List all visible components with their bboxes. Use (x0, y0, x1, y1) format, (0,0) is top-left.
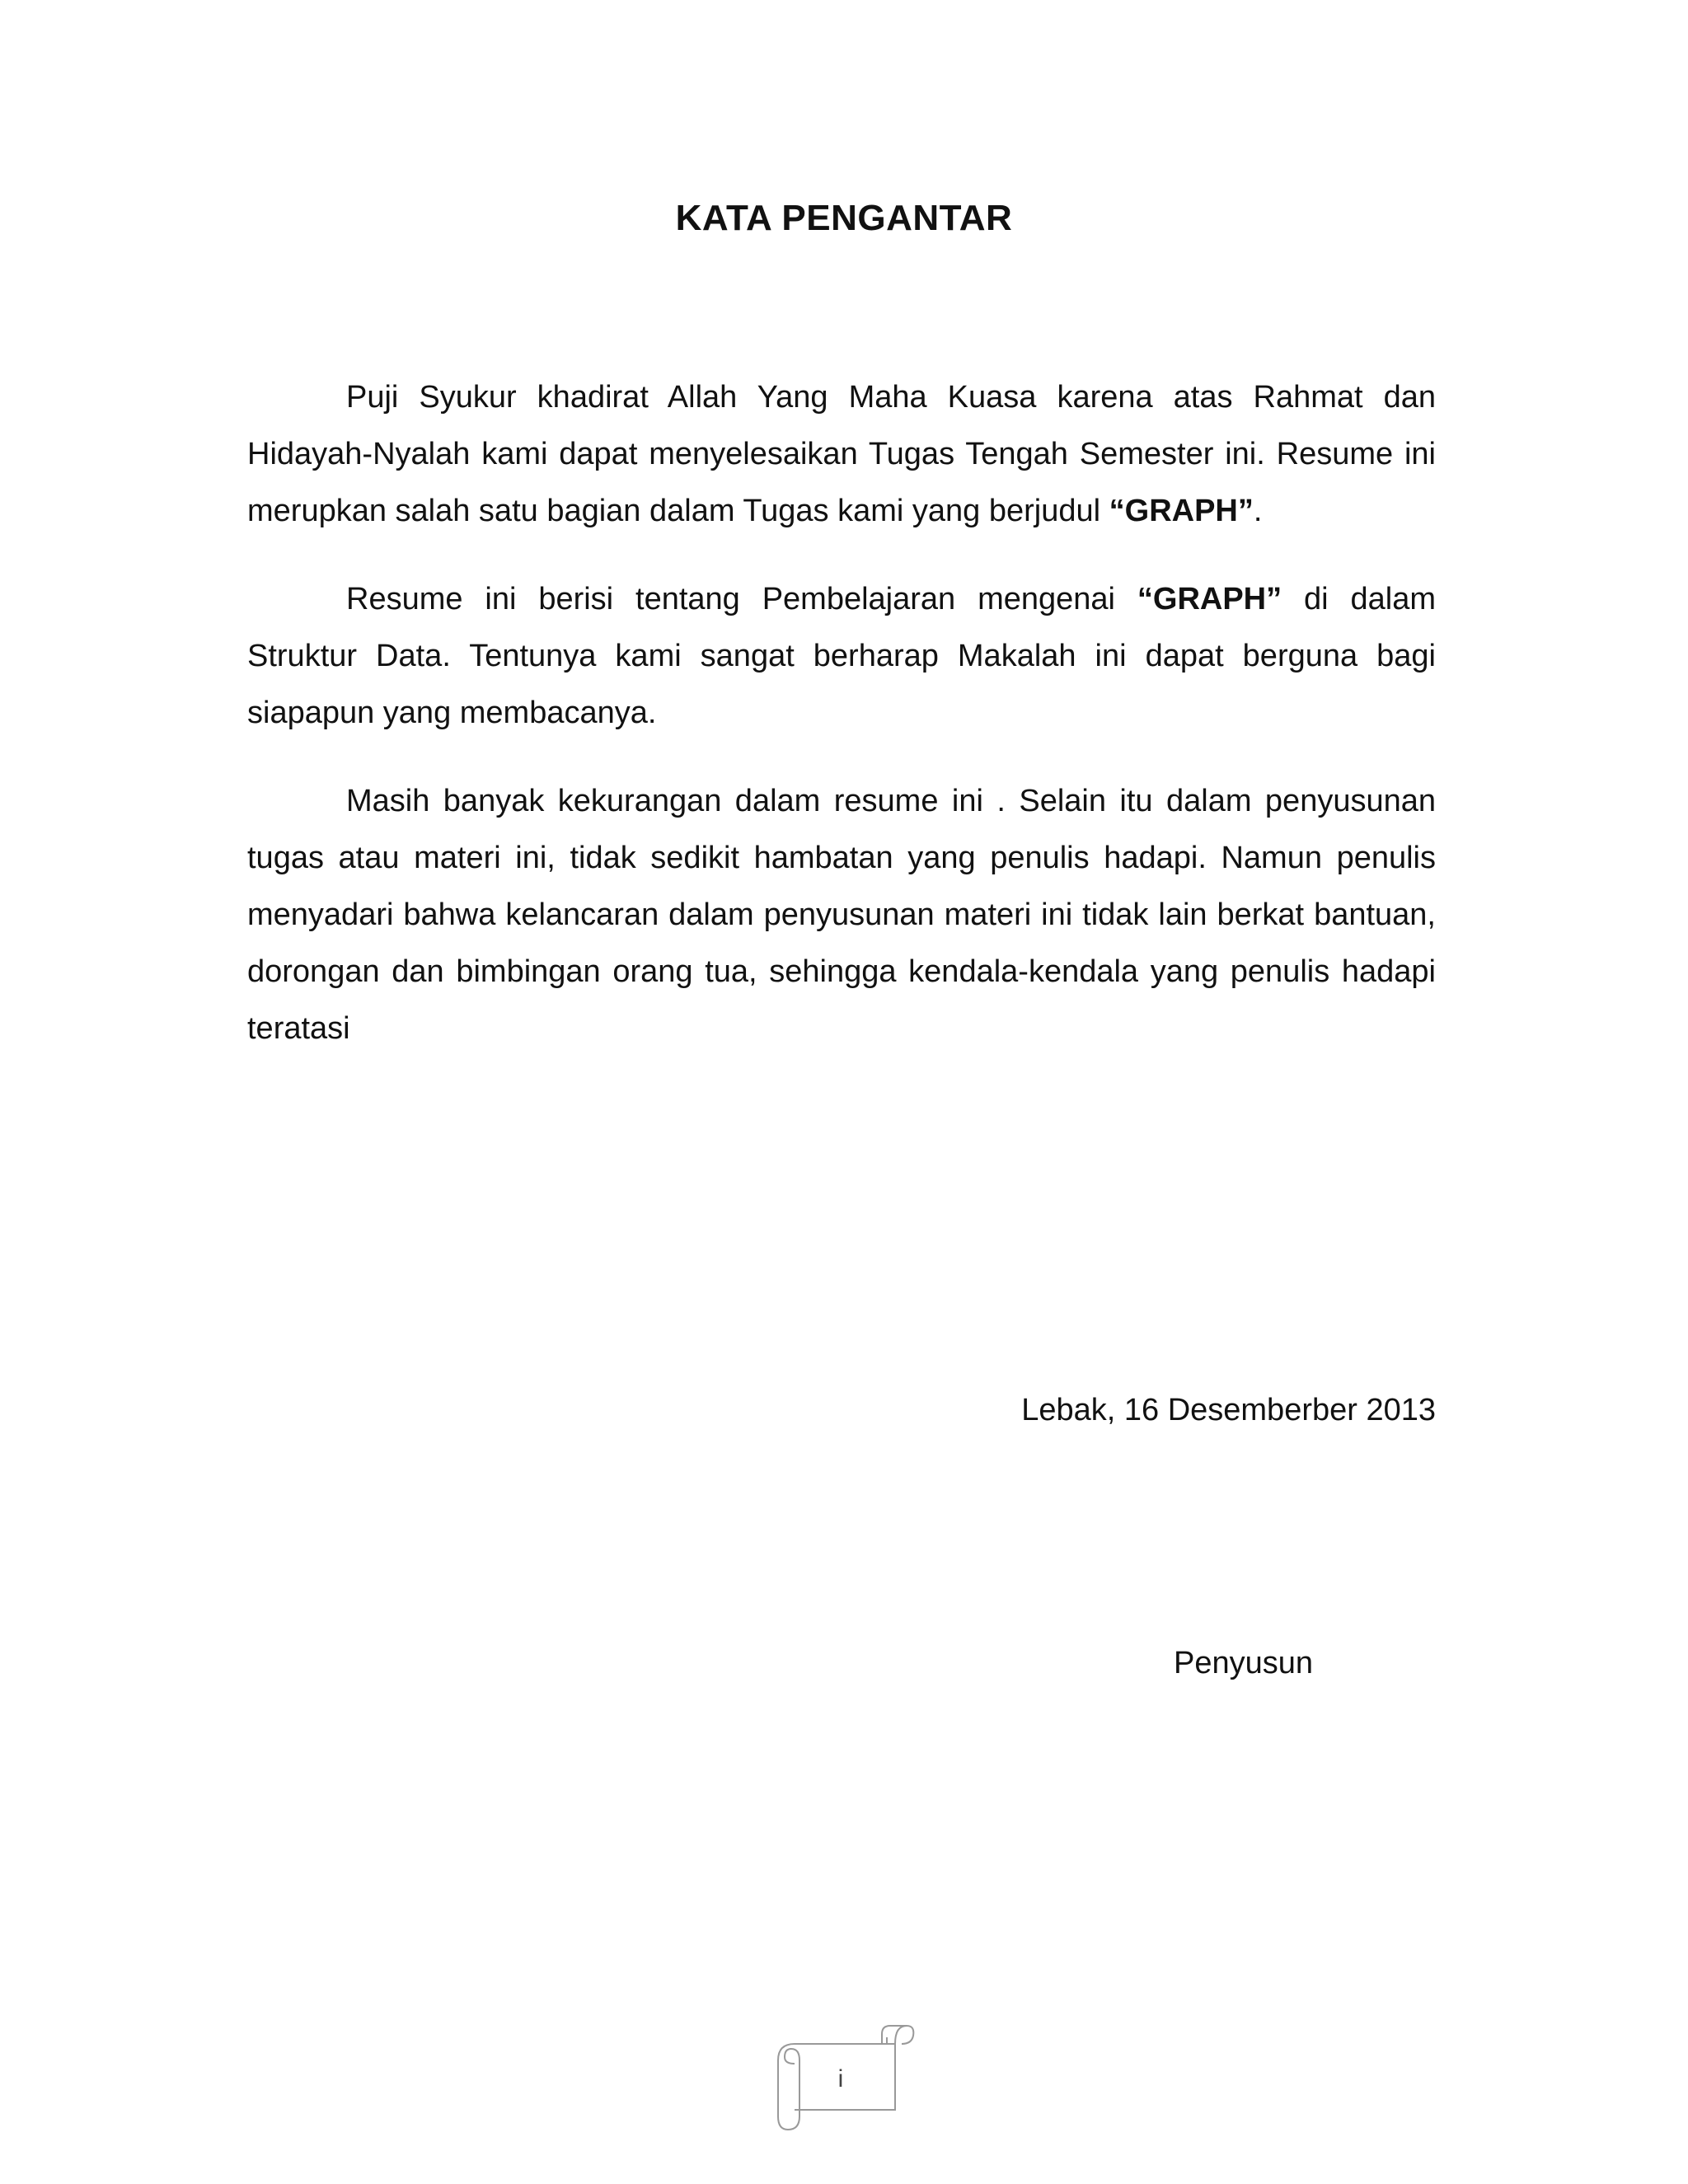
body-text (247, 369, 1436, 1089)
paragraph-1 (247, 369, 1436, 540)
signer-label: Penyusun (1174, 1646, 1314, 1680)
paragraph-3 (247, 773, 1436, 1057)
scroll-banner-icon (767, 2019, 915, 2135)
place-date: Lebak, 16 Desemberber 2013 (1021, 1393, 1436, 1427)
paragraph-2 (247, 571, 1436, 742)
paragraph-3-text: Masih banyak kekurangan dalam resume ini . Selain itu dalam penyusunan tugas atau materi ini, tidak sedikit hambatan yang penulis hadapi. Namun penulis menyadari bahwa kelancaran dalam penyusunan materi ini tidak lain berkat bantuan, dorongan dan bimbingan orang tua, sehingga kendala-kendala yang penulis hadapi teratasi (247, 784, 1436, 1046)
paragraph-2-bold-title: “GRAPH” (1137, 582, 1282, 616)
paragraph-1-bold-title: “GRAPH” (1109, 494, 1254, 528)
paragraph-2-text-a: Resume ini berisi tentang Pembelajaran mengenai (346, 582, 1137, 616)
page-title: KATA PENGANTAR (675, 198, 1013, 238)
paragraph-1-text-b: . (1253, 494, 1263, 528)
page-number: i (837, 2065, 844, 2093)
paragraph-2-text-b: di dalam Struktur Data. Tentunya kami sangat berharap Makalah ini dapat berguna bagi siapapun yang membacanya. (247, 582, 1436, 730)
paragraph-1-text-a: Puji Syukur khadirat Allah Yang Maha Kuasa karena atas Rahmat dan Hidayah-Nyalah kami dapat menyelesaikan Tugas Tengah Semester ini. Resume ini merupkan salah satu bagian dalam Tugas kami yang berjudul (247, 380, 1436, 528)
